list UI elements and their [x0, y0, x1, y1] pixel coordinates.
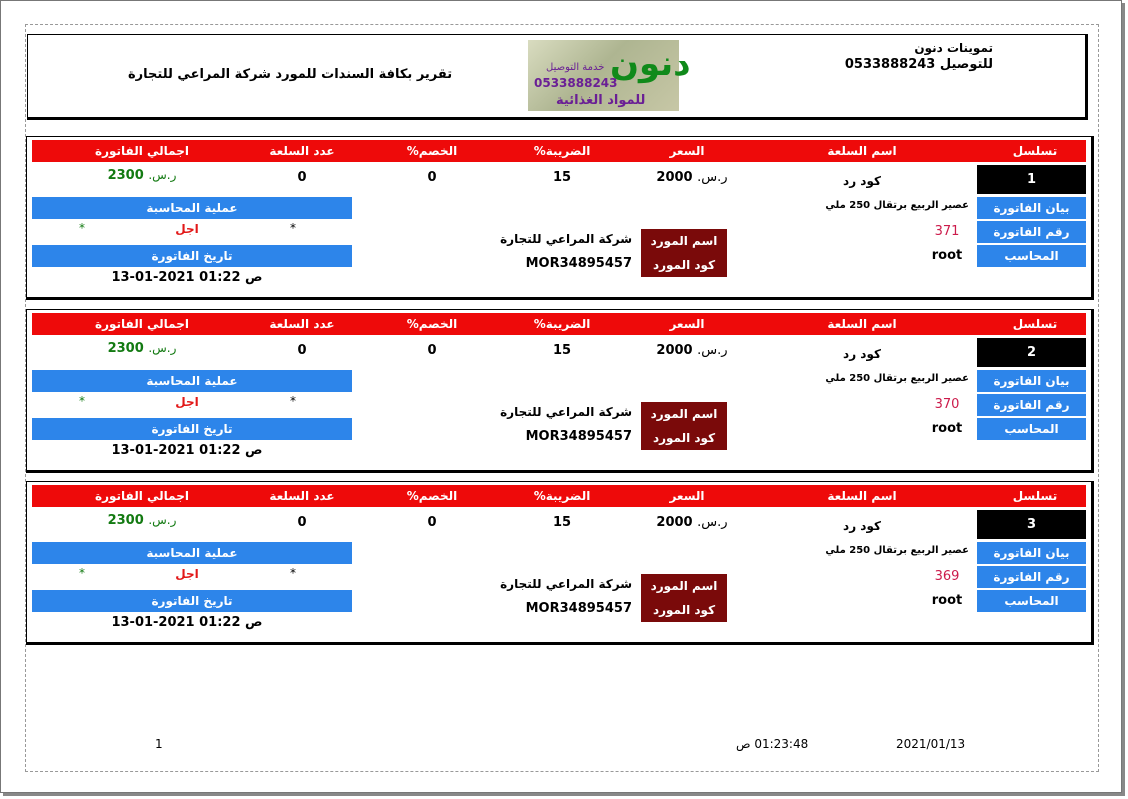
- report-header: [27, 34, 1088, 120]
- logo-phone: 0533888243: [534, 76, 618, 90]
- total-currency: ر.س.: [148, 168, 177, 182]
- logo-tag: خدمة التوصيل: [546, 62, 605, 73]
- count-value: 0: [297, 515, 307, 530]
- label-invoice-number: رقم الفاتورة: [977, 221, 1086, 243]
- label-item-count: عدد السلعة: [269, 317, 335, 331]
- discount-value: 0: [427, 343, 437, 358]
- price-amount: 2000: [656, 343, 693, 358]
- total-value: [92, 513, 192, 528]
- tax-value: 15: [552, 343, 572, 358]
- count-value: 0: [297, 343, 307, 358]
- label-invoice-date: تاريخ الفاتورة: [32, 418, 352, 440]
- price-amount: 2000: [656, 515, 693, 530]
- count-value: 0: [297, 170, 307, 185]
- item-name: كود رد: [843, 347, 881, 361]
- label-price: السعر: [669, 489, 705, 503]
- sequence-number: 3: [977, 510, 1086, 539]
- label-price: السعر: [669, 144, 705, 158]
- label-supplier-name: اسم المورد: [641, 574, 727, 598]
- label-tax: %الضريبة: [533, 144, 591, 158]
- invoice-card: [26, 136, 1094, 300]
- label-supplier-name: اسم المورد: [641, 229, 727, 253]
- label-supplier-code: كود المورد: [641, 253, 727, 277]
- invoice-number: 371: [934, 224, 960, 239]
- label-accounting-operation: عملية المحاسبة: [32, 197, 352, 219]
- label-price: السعر: [669, 317, 705, 331]
- total-value: [92, 168, 192, 183]
- operation-type: اجل: [175, 222, 199, 236]
- label-invoice-date: تاريخ الفاتورة: [32, 590, 352, 612]
- supplier-name: شركة المراعي للتجارة: [500, 577, 632, 591]
- invoice-card: [26, 309, 1094, 473]
- label-invoice-statement: بيان الفاتورة: [977, 197, 1086, 219]
- discount-value: 0: [427, 170, 437, 185]
- discount-value: 0: [427, 515, 437, 530]
- invoice-number: 370: [934, 397, 960, 412]
- label-supplier-code: كود المورد: [641, 598, 727, 622]
- invoice-card: [26, 481, 1094, 645]
- label-accountant: المحاسب: [977, 590, 1086, 612]
- company-phone: للتوصيل 0533888243: [844, 57, 993, 72]
- invoice-date: 13-01-2021 01:22 ص: [111, 615, 263, 630]
- label-item-name: اسم السلعة: [827, 317, 897, 331]
- label-invoice-number: رقم الفاتورة: [977, 394, 1086, 416]
- supplier-code: MOR34895457: [525, 256, 632, 271]
- item-name: كود رد: [843, 519, 881, 533]
- logo-name: دنون: [610, 44, 691, 84]
- price-value: [647, 515, 737, 530]
- label-invoice-total: اجمالي الفاتورة: [95, 144, 189, 158]
- logo-subtitle: للمواد الغذائية: [556, 93, 646, 108]
- star-left: *: [79, 221, 85, 235]
- star-left: *: [79, 394, 85, 408]
- supplier-name: شركة المراعي للتجارة: [500, 232, 632, 246]
- invoice-number: 369: [934, 569, 960, 584]
- label-item-count: عدد السلعة: [269, 144, 335, 158]
- price-amount: 2000: [656, 170, 693, 185]
- price-currency: ر.س.: [697, 343, 728, 358]
- operation-type: اجل: [175, 395, 199, 409]
- price-currency: ر.س.: [697, 515, 728, 530]
- label-sequence: تسلسل: [1012, 317, 1058, 331]
- sequence-number: 2: [977, 338, 1086, 367]
- label-supplier-code: كود المورد: [641, 426, 727, 450]
- invoice-date: 13-01-2021 01:22 ص: [111, 443, 263, 458]
- label-accountant: المحاسب: [977, 245, 1086, 267]
- label-sequence: تسلسل: [1012, 489, 1058, 503]
- label-invoice-date: تاريخ الفاتورة: [32, 245, 352, 267]
- star-right: *: [290, 566, 296, 580]
- label-tax: %الضريبة: [533, 317, 591, 331]
- label-tax: %الضريبة: [533, 489, 591, 503]
- star-right: *: [290, 221, 296, 235]
- total-amount: 2300: [107, 341, 144, 356]
- total-amount: 2300: [107, 168, 144, 183]
- invoice-statement: عصير الربيع برتقال 250 ملي: [825, 200, 969, 211]
- accountant-value: root: [931, 421, 963, 436]
- label-accountant: المحاسب: [977, 418, 1086, 440]
- total-currency: ر.س.: [148, 341, 177, 355]
- company-logo: [528, 40, 691, 111]
- item-name: كود رد: [843, 174, 881, 188]
- label-sequence: تسلسل: [1012, 144, 1058, 158]
- accountant-value: root: [931, 248, 963, 263]
- invoice-statement: عصير الربيع برتقال 250 ملي: [825, 373, 969, 384]
- star-left: *: [79, 566, 85, 580]
- label-discount: %الخصم: [406, 144, 458, 158]
- label-supplier-name: اسم المورد: [641, 402, 727, 426]
- total-currency: ر.س.: [148, 513, 177, 527]
- report-title: تقرير بكافة السندات للمورد شركة المراعي للتجارة: [128, 67, 453, 82]
- label-invoice-statement: بيان الفاتورة: [977, 370, 1086, 392]
- print-time: 01:23:48 ص: [736, 737, 809, 751]
- price-value: [647, 343, 737, 358]
- total-amount: 2300: [107, 513, 144, 528]
- tax-value: 15: [552, 515, 572, 530]
- label-accounting-operation: عملية المحاسبة: [32, 542, 352, 564]
- print-date: 2021/01/13: [896, 737, 966, 751]
- label-item-name: اسم السلعة: [827, 144, 897, 158]
- label-discount: %الخصم: [406, 489, 458, 503]
- label-accounting-operation: عملية المحاسبة: [32, 370, 352, 392]
- price-currency: ر.س.: [697, 170, 728, 185]
- page-number: 1: [155, 737, 163, 751]
- supplier-code: MOR34895457: [525, 601, 632, 616]
- sequence-number: 1: [977, 165, 1086, 194]
- label-item-name: اسم السلعة: [827, 489, 897, 503]
- supplier-code: MOR34895457: [525, 429, 632, 444]
- label-item-count: عدد السلعة: [269, 489, 335, 503]
- invoice-statement: عصير الربيع برتقال 250 ملي: [825, 545, 969, 556]
- label-discount: %الخصم: [406, 317, 458, 331]
- price-value: [647, 170, 737, 185]
- supplier-name: شركة المراعي للتجارة: [500, 405, 632, 419]
- invoice-date: 13-01-2021 01:22 ص: [111, 270, 263, 285]
- accountant-value: root: [931, 593, 963, 608]
- operation-type: اجل: [175, 567, 199, 581]
- label-invoice-total: اجمالي الفاتورة: [95, 317, 189, 331]
- company-name: تموينات دنون: [914, 41, 993, 55]
- label-invoice-number: رقم الفاتورة: [977, 566, 1086, 588]
- label-invoice-total: اجمالي الفاتورة: [95, 489, 189, 503]
- star-right: *: [290, 394, 296, 408]
- total-value: [92, 341, 192, 356]
- tax-value: 15: [552, 170, 572, 185]
- label-invoice-statement: بيان الفاتورة: [977, 542, 1086, 564]
